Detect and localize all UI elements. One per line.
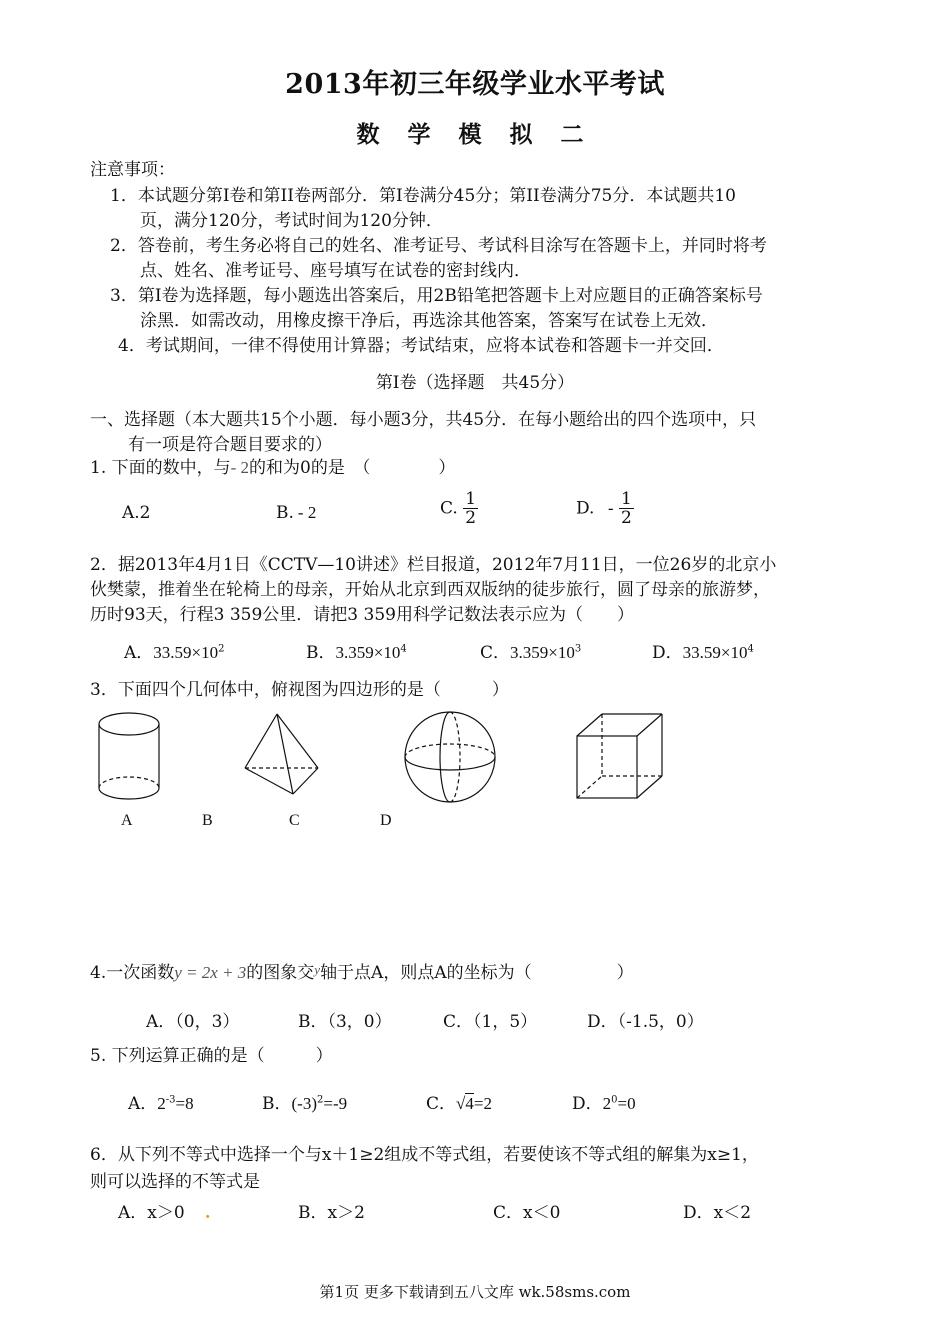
option-label: A．x＞0 — [118, 1203, 185, 1223]
question-1-stem-text-2: 的和为0的是 （ ） — [249, 458, 456, 478]
question-4-option-d: D．（-1.5，0） — [587, 1012, 704, 1032]
question-2-option-c — [480, 638, 581, 663]
fraction-numerator: 1 — [465, 489, 477, 509]
question-6-option-b: B．x＞2 — [298, 1203, 365, 1223]
notes-heading: 注意事项： — [90, 160, 175, 180]
page-title: 2013年初三年级学业水平考试 — [285, 69, 665, 100]
question-1-stem-text: 1. 下面的数中，与 — [90, 458, 231, 478]
figure-label-d: D — [380, 812, 392, 829]
orange-dot-mark: . — [204, 1203, 211, 1223]
option-exponent: -3 — [165, 1094, 176, 1106]
question-6-option-a — [118, 1198, 211, 1223]
section-intro-line-2: 有一项是符合题目要求的） — [128, 435, 332, 455]
option-math-rest: =-9 — [323, 1094, 348, 1113]
question-1-option-c-label: C. — [440, 498, 458, 519]
note-1-line-2: 页，满分120分，考试时间为120分钟． — [140, 211, 443, 231]
note-2-line-2: 点、姓名、准考证号、座号填写在试卷的密封线内． — [140, 261, 531, 281]
sqrt-icon: √ — [456, 1094, 466, 1113]
figure-label-a: A — [121, 812, 133, 829]
option-label: A． — [128, 1094, 158, 1114]
question-1-stem — [90, 453, 455, 478]
note-4: 4．考试期间，一律不得使用计算器；考试结束，应将本试卷和答题卡一并交回． — [118, 336, 724, 356]
question-1-option-b — [276, 503, 316, 523]
option-math: 3.359×10 — [510, 643, 575, 662]
note-3-line-2: 涂黑．如需改动，用橡皮擦干净后，再选涂其他答案，答案写在试卷上无效． — [140, 311, 718, 331]
option-label: D． — [652, 643, 683, 663]
question-5-option-c — [426, 1089, 492, 1114]
question-4-option-b: B．（3，0） — [298, 1012, 392, 1032]
question-2-line-3: 历时93天，行程3 359公里．请把3 359用科学记数法表示应为（ ） — [90, 605, 634, 625]
question-4-axis: y — [314, 962, 321, 977]
fraction-numerator: 1 — [621, 489, 632, 509]
option-math-radicand: 4 — [465, 1094, 474, 1113]
page-subtitle: 数 学 模 拟 二 — [356, 121, 594, 148]
question-1-option-d-label: D. — [576, 498, 595, 519]
question-4-text: 4.一次函数 — [90, 963, 175, 983]
option-label: D． — [572, 1094, 603, 1114]
question-1-option-c — [440, 490, 478, 527]
option-math-rest: =2 — [473, 1094, 492, 1113]
option-label: A． — [124, 643, 154, 663]
question-2-option-b — [306, 638, 407, 663]
question-2-option-d — [652, 638, 754, 663]
question-1-math: - 2 — [230, 458, 250, 477]
option-label: B． — [306, 643, 336, 663]
option-math: 3.359×10 — [335, 643, 401, 662]
option-exponent: 2 — [316, 1094, 324, 1106]
option-math-rest: =8 — [175, 1094, 194, 1113]
figure-label-c: C — [289, 812, 300, 829]
question-1-option-d-sign: - — [607, 498, 614, 519]
question-6-line-1: 6．从下列不等式中选择一个与x＋1≥2组成不等式组，若要使该不等式组的解集为x≥1， — [90, 1145, 759, 1165]
question-5-option-a — [128, 1089, 194, 1114]
question-4-text-2: 的图象交 — [246, 963, 315, 983]
option-label: C． — [426, 1094, 457, 1114]
sphere-figure — [405, 712, 495, 802]
question-1-option-c-fraction — [463, 490, 478, 527]
page-footer: 第1页 更多下载请到五八文库 wk.58sms.com — [319, 1283, 631, 1301]
note-3-line-1: 3．第I卷为选择题，每小题选出答案后，用2B铅笔把答题卡上对应题目的正确答案标号 — [110, 286, 763, 306]
fraction-denominator: 2 — [465, 508, 477, 528]
question-4-text-3: 轴于点A，则点A的坐标为（ ） — [320, 963, 634, 983]
question-1-option-b-value: - 2 — [297, 503, 317, 522]
question-5-option-d — [572, 1089, 636, 1114]
option-math: 33.59×10 — [153, 643, 219, 662]
option-exponent: 4 — [400, 643, 407, 655]
section-heading: 第I卷（选择题 共45分） — [375, 373, 575, 393]
question-4-option-a: A．（0，3） — [146, 1012, 240, 1032]
option-math: 33.59×10 — [682, 643, 748, 662]
option-label: B． — [262, 1094, 292, 1114]
question-2-line-2: 伙樊蒙，推着坐在轮椅上的母亲，开始从北京到西双版纳的徒步旅行，圆了母亲的旅游梦， — [90, 580, 770, 600]
option-math: 2 — [602, 1094, 612, 1113]
question-4-stem — [90, 958, 634, 983]
question-1-option-a: A.2 — [122, 503, 151, 523]
question-3-stem: 3．下面四个几何体中，俯视图为四边形的是（ ） — [90, 680, 509, 700]
cylinder-figure — [99, 713, 159, 799]
question-1-option-b-label: B. — [276, 503, 294, 523]
section-intro-line-1: 一、选择题（本大题共15个小题．每小题3分，共45分．在每小题给出的四个选项中，只 — [90, 410, 757, 430]
pyramid-figure — [245, 714, 318, 794]
option-exponent: 3 — [574, 643, 582, 655]
fraction-denominator: 2 — [621, 508, 632, 528]
option-math: (-3) — [291, 1094, 317, 1113]
option-exponent: 4 — [747, 643, 754, 655]
question-2-line-1: 2．据2013年4月1日《CCTV—10讲述》栏目报道，2012年7月11日，一位26岁的北京小 — [90, 555, 777, 575]
question-4-function: y = 2x + 3 — [174, 963, 247, 982]
question-2-option-a — [124, 638, 225, 663]
question-1-option-d — [576, 490, 634, 527]
option-exponent: 0 — [611, 1094, 618, 1106]
figure-label-b: B — [202, 812, 213, 829]
question-6-line-2: 则可以选择的不等式是 — [90, 1172, 260, 1192]
question-6-option-d: D．x＜2 — [683, 1203, 752, 1223]
question-1-option-d-fraction — [619, 490, 634, 527]
option-math-rest: =0 — [617, 1094, 636, 1113]
note-1-line-1: 1．本试题分第I卷和第II卷两部分．第I卷满分45分；第II卷满分75分．本试题共10 — [110, 186, 737, 206]
cube-figure — [577, 714, 662, 798]
question-5-stem: 5. 下列运算正确的是（ ） — [90, 1046, 333, 1066]
question-5-option-b — [262, 1089, 347, 1114]
note-2-line-1: 2．答卷前，考生务必将自己的姓名、准考证号、考试科目涂写在答题卡上，并同时将考 — [110, 236, 767, 256]
question-6-option-c: C．x＜0 — [493, 1203, 561, 1223]
option-label: C． — [480, 643, 511, 663]
option-exponent: 2 — [218, 643, 225, 655]
option-math: 2 — [157, 1094, 166, 1113]
question-3-figures — [80, 700, 700, 820]
question-4-option-c: C．（1，5） — [443, 1012, 538, 1032]
